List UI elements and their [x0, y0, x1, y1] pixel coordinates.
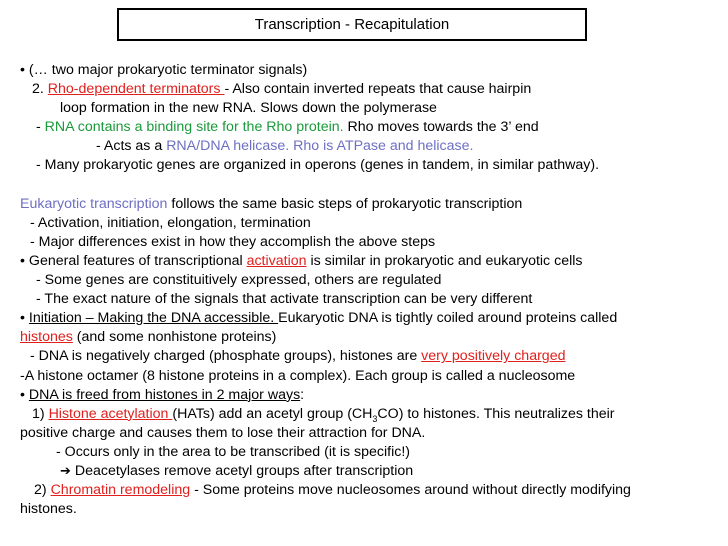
text: - Acts as a — [96, 138, 167, 155]
text: CO) to histones. This neutralizes their — [377, 405, 615, 422]
text: - The exact nature of the signals that activate transcription can be very different — [36, 291, 533, 308]
text: loop formation in the new RNA. Slows down the polymerase — [60, 100, 437, 117]
activation: activation — [246, 252, 307, 269]
text: - DNA is negatively charged (phosphate groups), histones are — [30, 348, 422, 365]
text-line — [20, 252, 726, 271]
slide-title-text: Transcription - Recapitulation — [254, 16, 450, 33]
text: - Also contain inverted repeats that cause hairpin — [224, 81, 532, 98]
text: - Many prokaryotic genes are organized in operons (genes in tandem, in similar pathway). — [36, 157, 600, 174]
rho-helicase: RNA/DNA helicase. Rho is ATPase and helicase. — [166, 138, 474, 155]
text-line — [20, 462, 726, 481]
text: Eukaryotic DNA is tightly coiled around proteins called — [278, 310, 618, 327]
text-line — [20, 156, 726, 175]
text: positive charge and causes them to lose their attraction for DNA. — [20, 424, 426, 441]
histones: histones — [20, 329, 73, 346]
text-line — [20, 233, 726, 252]
subscript: 3 — [372, 413, 378, 424]
text: - Some proteins move nucleosomes around without directly modifying — [190, 482, 631, 499]
initiation-heading: Initiation – Making the DNA accessible. — [28, 310, 279, 327]
text: : — [300, 386, 305, 403]
text-line — [20, 367, 726, 386]
text-line — [20, 481, 726, 500]
text: • (… two major prokaryotic terminator signals) — [20, 62, 308, 78]
text: (and some nonhistone proteins) — [72, 329, 277, 346]
text-line — [20, 328, 726, 347]
text: - — [36, 119, 45, 136]
slide-body — [20, 61, 726, 519]
text-line — [20, 405, 726, 424]
text-line — [20, 347, 726, 366]
text-line — [20, 99, 726, 118]
text-line — [20, 271, 726, 290]
histone-acetylation: Histone acetylation — [48, 405, 173, 422]
dna-freed-heading: DNA is freed from histones in 2 major ways — [28, 386, 301, 403]
text: is similar in prokaryotic and eukaryotic cells — [306, 252, 583, 269]
text: • — [20, 386, 29, 403]
text: - Activation, initiation, elongation, termination — [30, 214, 311, 231]
text: Rho moves towards the 3’ end — [343, 119, 539, 136]
text-line — [20, 290, 726, 309]
text-line — [20, 424, 726, 443]
text: -A histone octamer (8 histone proteins in a complex). Each group is called a nucleosome — [20, 367, 576, 384]
text-line — [20, 309, 726, 328]
text-line — [20, 500, 726, 519]
text-line — [20, 137, 726, 156]
eukaryotic-transcription: Eukaryotic transcription — [20, 195, 168, 212]
text: follows the same basic steps of prokaryotic transcription — [167, 195, 523, 212]
text: 2) — [34, 482, 51, 499]
text: - Occurs only in the area to be transcribed (it is specific!) — [56, 443, 411, 460]
very-positively-charged: very positively charged — [421, 348, 566, 365]
rho-binding-site: RNA contains a binding site for the Rho protein. — [44, 119, 344, 136]
text: histones. — [20, 501, 77, 518]
slide-title — [117, 8, 587, 41]
text-line — [20, 61, 726, 80]
text: 2. — [32, 81, 48, 98]
text: (HATs) add an acetyl group (CH — [172, 405, 373, 422]
chromatin-remodeling: Chromatin remodeling — [50, 482, 191, 499]
text: Deacetylases remove acetyl groups after transcription — [70, 462, 414, 479]
text: - Some genes are constituitively expressed, others are regulated — [36, 272, 442, 289]
text: • General features of transcriptional — [20, 252, 247, 269]
text: - Major differences exist in how they accomplish the above steps — [30, 233, 436, 250]
arrow-right-icon: ➔ — [60, 463, 71, 479]
rho-dependent-terminators: Rho-dependent terminators — [47, 81, 225, 98]
text-line — [20, 443, 726, 462]
text-line — [20, 195, 726, 214]
text-line — [20, 386, 726, 405]
text-line — [20, 214, 726, 233]
text: 1) — [32, 405, 49, 422]
text-line — [20, 80, 726, 99]
text-line — [20, 118, 726, 137]
text: • — [20, 310, 29, 327]
